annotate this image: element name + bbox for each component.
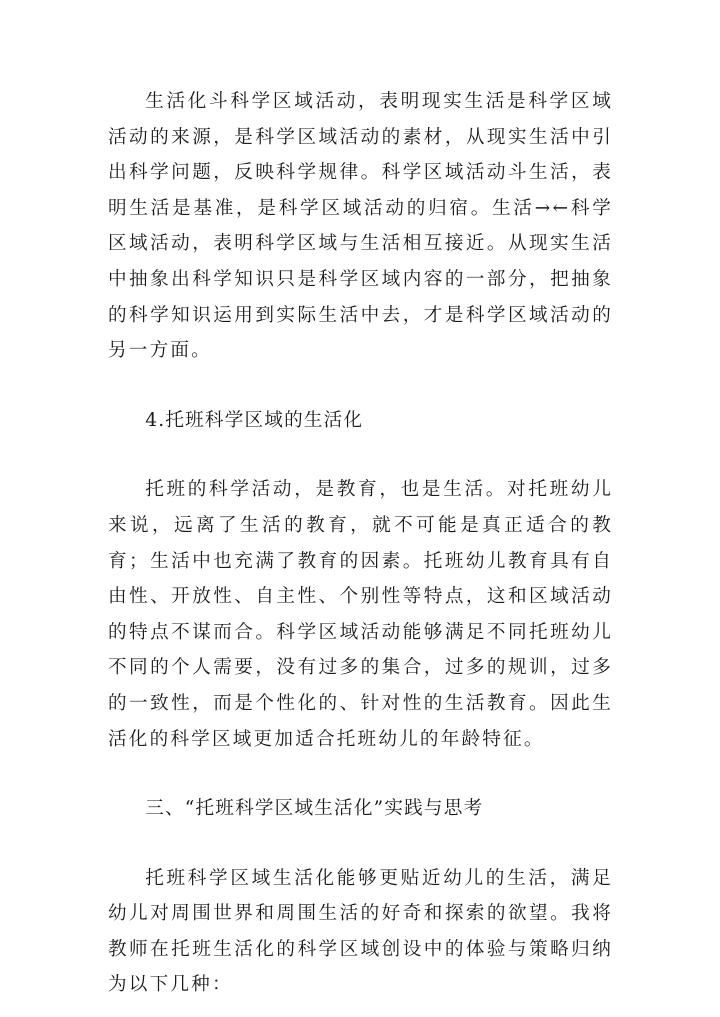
paragraph-spacer — [108, 369, 613, 403]
paragraph-practice-intro: 托班科学区域生活化能够更贴近幼儿的生活，满足幼儿对周围世界和周围生活的好奇和探索的欲望。我将教师在托班生活化的科学区域创设中的体验与策略归纳为以下几种： — [108, 867, 613, 996]
paragraph-spacer — [108, 438, 613, 472]
paragraph-life-science-relation: 生活化斗科学区域活动，表明现实生活是科学区域活动的来源，是科学区域活动的素材，从现实生活中引出科学问题，反映科学规律。科学区域活动斗生活，表明生活是基准，是科学区域活动的归宿。生活→←科学区域活动，表明科学区域与生活相互接近。从现实生活中抽象出科学知识只是科学区域内容的一部分，把抽象的科学知识运用到实际生活中去，才是科学区域活动的另一方面。 — [108, 91, 613, 362]
section-heading-three: 三、“托班科学区域生活化”实践与思考 — [145, 798, 484, 820]
paragraph-toddler-science-activity: 托班的科学活动，是教育，也是生活。对托班幼儿来说，远离了生活的教育，就不可能是真正适合的教育；生活中也充满了教育的因素。托班幼儿教育具有自由性、开放性、自主性、个别性等特点，这和区域活动的特点不谋而合。科学区域活动能够满足不同托班幼儿不同的个人需要，没有过多的集合，过多的规训，过多的一致性，而是个性化的、针对性的生活教育。因此生活化的科学区域更加适合托班幼儿的年龄特征。 — [108, 479, 613, 750]
paragraph-spacer — [108, 827, 613, 861]
section-heading-4: 4.托班科学区域的生活化 — [145, 409, 364, 431]
paragraph-spacer — [108, 757, 613, 791]
document-page — [108, 84, 613, 1003]
